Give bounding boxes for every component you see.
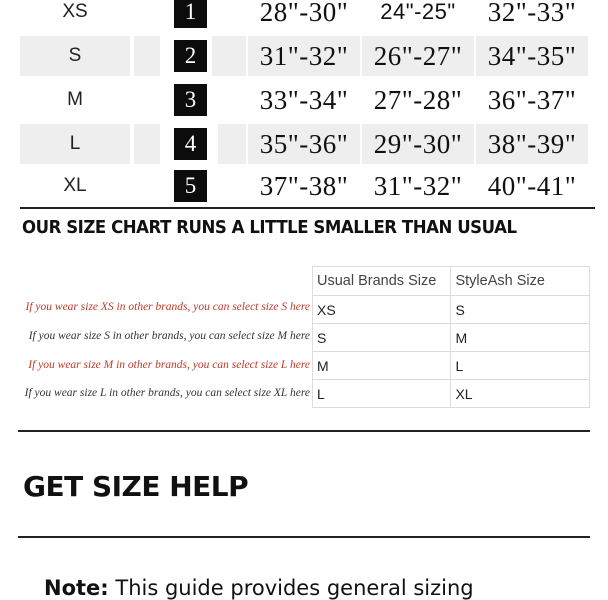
- grid-divider: [20, 207, 595, 209]
- table-row: [313, 324, 590, 352]
- measurement-1: 28"-30": [259, 0, 349, 27]
- styleash-size-cell: XL: [451, 380, 590, 408]
- column-header-usual: Usual Brands Size: [313, 267, 451, 296]
- measurement-2: 31"-32": [373, 170, 463, 201]
- size-note: If you wear size XS in other brands, you can select size S here: [25, 301, 310, 313]
- styleash-size-cell: S: [451, 296, 590, 324]
- section-divider: [18, 430, 590, 432]
- sizing-note: [44, 576, 474, 600]
- size-row-l: [0, 124, 608, 168]
- size-note: If you wear size S in other brands, you can select size M here: [28, 330, 310, 342]
- size-number-badge: 5: [174, 170, 207, 202]
- measurement-3: 40"-41": [487, 170, 577, 201]
- measurement-2: 24"-25": [380, 0, 456, 24]
- size-row-xl: [0, 166, 608, 210]
- note-text: This guide provides general sizing: [115, 576, 474, 600]
- size-label: XS: [62, 1, 88, 22]
- usual-size-cell: XS: [313, 296, 451, 324]
- size-equivalence-table: [312, 266, 590, 408]
- size-number-badge: 3: [174, 84, 207, 116]
- size-help-title: GET SIZE HELP: [23, 470, 249, 503]
- size-row-m: [0, 80, 608, 124]
- measurement-1: 33"-34": [259, 84, 349, 115]
- usual-size-cell: M: [313, 352, 451, 380]
- note-label: Note:: [44, 576, 109, 600]
- size-note: If you wear size L in other brands, you can select size XL here: [24, 387, 310, 399]
- measurement-2: 27"-28": [373, 84, 463, 115]
- size-grid: [0, 0, 608, 210]
- size-row-xs: [0, 0, 608, 36]
- measurement-3: 34"-35": [487, 40, 577, 71]
- size-chart-heading: OUR SIZE CHART RUNS A LITTLE SMALLER THAN USUAL: [22, 217, 517, 238]
- usual-size-cell: S: [313, 324, 451, 352]
- size-number-badge: 1: [174, 0, 207, 28]
- section-divider: [18, 536, 590, 538]
- size-label: S: [68, 45, 82, 66]
- usual-size-cell: L: [313, 380, 451, 408]
- size-label: XL: [63, 175, 87, 196]
- styleash-size-cell: M: [451, 324, 590, 352]
- styleash-size-cell: L: [451, 352, 590, 380]
- measurement-3: 38"-39": [487, 128, 577, 159]
- measurement-2: 29"-30": [373, 128, 463, 159]
- size-row-s: [0, 36, 608, 80]
- measurement-1: 31"-32": [259, 40, 349, 71]
- size-label: L: [69, 133, 81, 154]
- table-header-row: [313, 267, 590, 296]
- measurement-3: 32"-33": [487, 0, 577, 27]
- measurement-2: 26"-27": [373, 40, 463, 71]
- size-note: If you wear size M in other brands, you can select size L here: [28, 359, 310, 371]
- table-row: [313, 380, 590, 408]
- size-number-badge: 4: [174, 128, 207, 160]
- column-header-styleash: StyleAsh Size: [451, 267, 590, 296]
- measurement-1: 37"-38": [259, 170, 349, 201]
- table-row: [313, 352, 590, 380]
- measurement-1: 35"-36": [259, 128, 349, 159]
- size-number-badge: 2: [174, 40, 207, 72]
- table-row: [313, 296, 590, 324]
- size-label: M: [67, 89, 83, 110]
- measurement-3: 36"-37": [487, 84, 577, 115]
